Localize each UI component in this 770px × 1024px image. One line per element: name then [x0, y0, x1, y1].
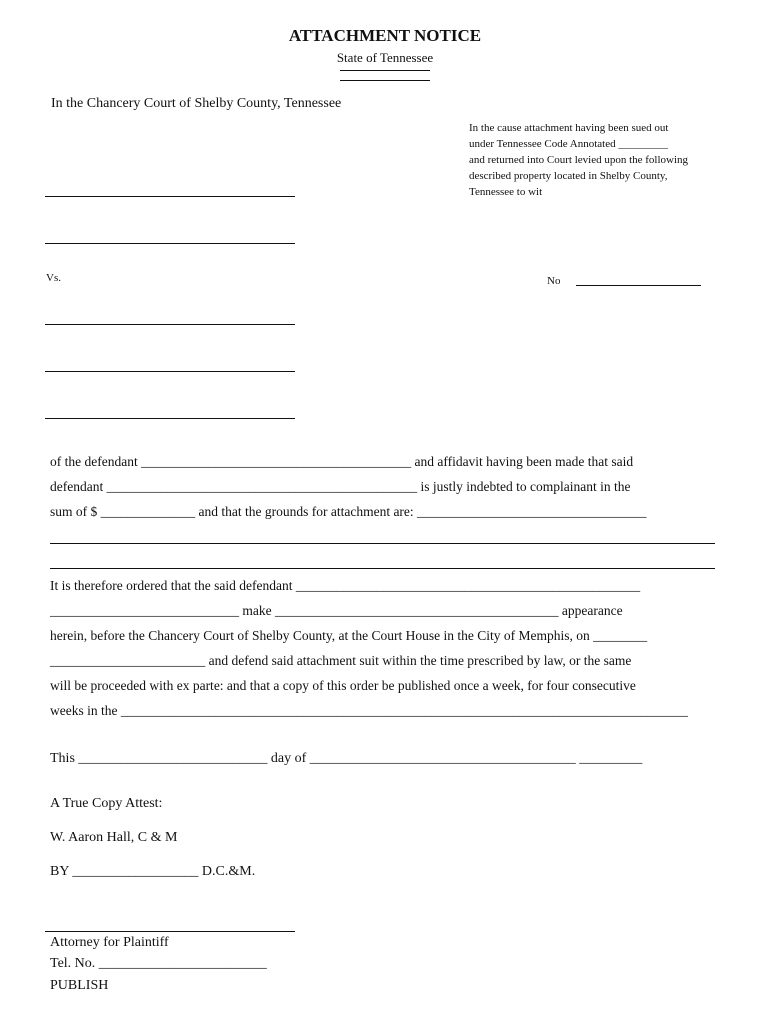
body-line-7: ____________________________ make __________________________________________ appearance: [50, 603, 623, 618]
cause-text-line: In the cause attachment having been sued out: [469, 122, 669, 134]
case-number-line[interactable]: [576, 285, 701, 286]
case-number-label: No: [547, 275, 561, 287]
defendant-line-3[interactable]: [45, 418, 295, 419]
attest-label: A True Copy Attest:: [50, 796, 163, 811]
body-line-10: will be proceeded with ex parte: and that a copy of this order be published once a week, for four consecutive: [50, 678, 636, 693]
body-line-6: It is therefore ordered that the said defendant ___________________________________________________: [50, 578, 641, 593]
cause-text-line: described property located in Shelby County,: [469, 170, 668, 182]
cause-text-line: and returned into Court levied upon the following: [469, 154, 689, 166]
subtitle-rule-2: [340, 80, 430, 81]
body-line-8: herein, before the Chancery Court of Shelby County, at the Court House in the City of Memphis, on ________: [50, 628, 648, 643]
grounds-line-2[interactable]: [50, 568, 715, 569]
attorney-signature-line[interactable]: [45, 931, 295, 932]
attorney-label: Attorney for Plaintiff: [50, 935, 169, 950]
body-line-9: _______________________ and defend said attachment suit within the time prescribed by law, or the same: [50, 653, 632, 668]
body-line-2: defendant ______________________________________________ is justly indebted to complainant in the: [50, 479, 631, 494]
body-line-3: sum of $ ______________ and that the grounds for attachment are: __________________________________: [50, 504, 647, 519]
clerk-name: W. Aaron Hall, C & M: [50, 830, 178, 845]
cause-text-line: under Tennessee Code Annotated _________: [469, 138, 668, 150]
grounds-line-1[interactable]: [50, 543, 715, 544]
tel-line: Tel. No. ________________________: [50, 956, 267, 971]
document-title: ATTACHMENT NOTICE: [288, 26, 482, 45]
defendant-line-1[interactable]: [45, 324, 295, 325]
date-line: This ___________________________ day of ______________________________________ _________: [50, 751, 643, 766]
body-line-11: weeks in the ____________________________________________________________________________________: [50, 703, 688, 718]
defendant-line-2[interactable]: [45, 371, 295, 372]
publish-label: PUBLISH: [50, 978, 109, 993]
court-line: In the Chancery Court of Shelby County, Tennessee: [51, 96, 342, 111]
subtitle-rule-1: [340, 70, 430, 71]
cause-text-line: Tennessee to wit: [469, 186, 543, 198]
plaintiff-line-1[interactable]: [45, 196, 295, 197]
by-line: BY __________________ D.C.&M.: [50, 864, 256, 879]
versus-label: Vs.: [46, 272, 61, 284]
body-line-1: of the defendant ________________________________________ and affidavit having been made that said: [50, 454, 634, 469]
plaintiff-line-2[interactable]: [45, 243, 295, 244]
document-subtitle: State of Tennessee: [336, 50, 434, 65]
cause-text: [469, 120, 729, 200]
